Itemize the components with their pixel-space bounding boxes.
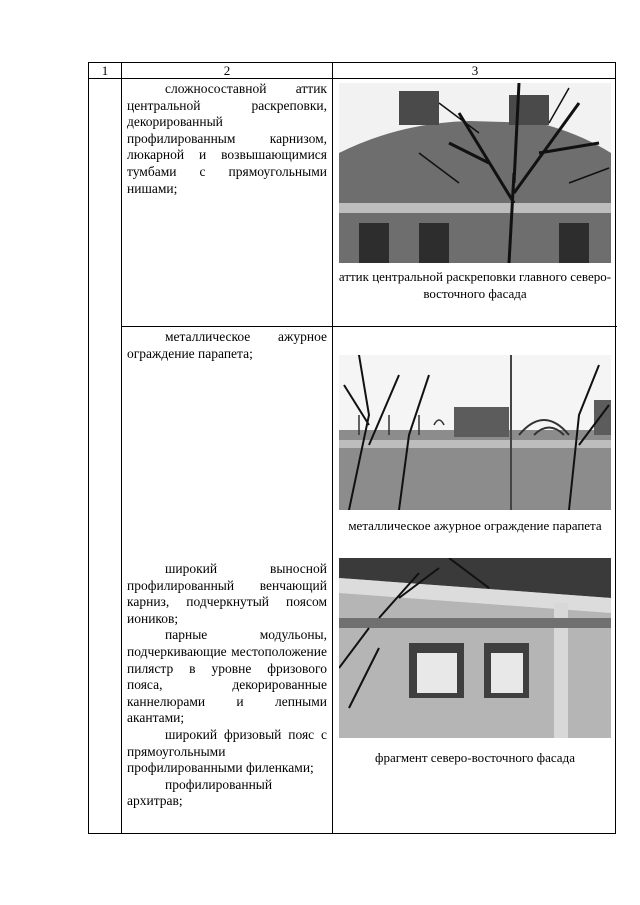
facade-fragment-photo [339,558,611,738]
description-paragraph: профилированный архитрав; [127,776,273,809]
column-divider [121,63,122,834]
description-paragraph: сложносоставной аттик центральной раскреповки, декорированный профилированным карнизом, люкарной и возвышающимися тумбами с прямоугольными нишами; [127,81,327,196]
table-bottom-border [89,833,616,834]
header-col-2: 2 [223,63,231,78]
description-paragraph: металлическое ажурное ограждение парапета; [127,329,327,361]
row-2-description [127,329,327,362]
attic-photo [339,83,611,263]
description-paragraph: широкий выносной профилированный венчающий карниз, подчеркнутый поясом иоников; [127,561,327,626]
row-3-description [127,561,327,810]
table-right-border [615,63,616,834]
header-col-3: 3 [471,63,479,78]
column-divider [332,63,333,834]
description-paragraph: широкий фризовый пояс с прямоугольными профилированными филенками; [127,726,327,776]
header-divider [89,78,616,79]
row-3-caption: фрагмент северо-восточного фасада [375,750,575,765]
row-2-caption: металлическое ажурное ограждение парапета [348,518,602,533]
row-1-description [127,81,327,197]
header-col-1: 1 [101,63,109,78]
attributes-table [88,62,616,834]
row-1-caption: аттик центральной раскреповки главного северо-восточного фасада [338,269,612,301]
row-divider [122,326,617,327]
description-paragraph: парные модульоны, подчеркивающие местоположение пилястр в уровне фризового пояса, декорированные каннелюрами и лепными акантами; [127,627,327,726]
parapet-fence-photo [339,355,611,510]
